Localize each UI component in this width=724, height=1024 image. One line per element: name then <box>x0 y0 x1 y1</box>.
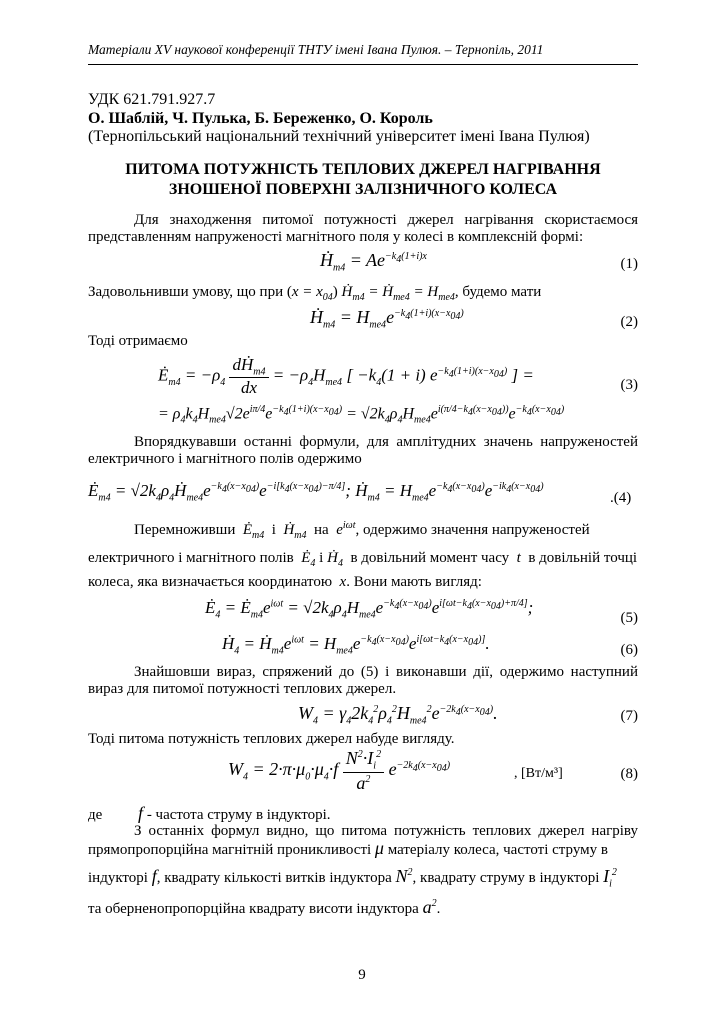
equation-number-5: (5) <box>620 610 638 626</box>
conclusion-text-b: матеріалу колеса, частоті струму в <box>387 842 608 858</box>
equation-number-8: (8) <box>620 766 638 782</box>
condition-text-b: ) <box>332 284 342 300</box>
inductor-text-a: індукторі <box>88 870 148 886</box>
equation-number-7: (7) <box>620 708 638 724</box>
paragraph-condition: Задовольнивши умову, що при $(x = x_{04})$ Ḣ$_{m4}$ = Ḣ$_{me4}$ = $H_{me4}$, будемо мати <box>88 284 542 303</box>
equation-number-3: (3) <box>620 377 638 393</box>
multiply-text-d: , одержимо значення напруженостей <box>355 522 590 538</box>
paragraph-fields: електричного і магнітного полів $Ė_4$ і Ḣ$_4$ в довільний момент часу t в довільній точці <box>88 550 638 569</box>
conclusion-text-a: З останніх формул видно, що питома потужність теплових джерел нагріву прямопропорційна магнітній проникливості <box>88 823 638 858</box>
equation-6: Ḣ$_4$ = $Ḣ_{m4}e^{i\omega t} = H_{me4}e^{-k_4(x-x_{04})}e^{i[\omega t-k_4(x-x_{04})]}$. <box>222 634 490 657</box>
fields-text-b: і <box>319 550 324 566</box>
running-header: Матеріали XV наукової конференції ТНТУ імені Івана Пулюя. – Тернопіль, 2011 <box>88 42 544 57</box>
affiliation: (Тернопільський національний технічний університет імені Івана Пулюя) <box>88 128 590 145</box>
equation-number-6: (6) <box>620 642 638 658</box>
equation-3-line-2: = $\rho_4k_4H_{me4}√2e^{i\pi/4}e^{-k_4(1+i)(x-x_{04})} = √2k_4\rho_4H_{me4}e^{i(\pi/4-k_4(x-x_{04}))}e^{-k_4(x-x_{04})}$ <box>158 404 565 426</box>
fields-text-c: в довільний момент часу <box>350 550 510 566</box>
paragraph-where: де f - частота струму в індукторі. <box>88 803 331 823</box>
paragraph-conclusion: З останніх формул видно, що питома потужність теплових джерел нагріву прямопропорційна магнітній проникливості μ матеріалу колеса, частоті струму в <box>88 823 638 858</box>
paragraph-power: Тоді питома потужність теплових джерел набуде вигляду. <box>88 731 455 747</box>
equation-8: $W_4 = 2\cdot\pi\cdot\mu_0\cdot\mu_4\cdot f$ $\frac{N^2\cdot I_i^2}{a^2}$ $e^{-2k_4(x-x_{04})}$ <box>228 748 451 793</box>
paragraph-then: Тоді отримаємо <box>88 333 188 349</box>
inductor-text-c: , квадрату струму в індукторі <box>412 870 600 886</box>
paragraph-coordinate: колеса, яка визначається координатою x. Вони мають вигляд: <box>88 574 482 590</box>
udk-code: УДК 621.791.927.7 <box>88 91 216 108</box>
paper-title <box>88 160 638 200</box>
paragraph-inductor: індукторі f, квадрату кількості витків індуктора $N^2$, квадрату струму в індукторі $I_i^2$ <box>88 866 617 890</box>
height-text-a: та оберненопропорційна квадрату висоти індуктора <box>88 901 419 917</box>
paragraph-height: та оберненопропорційна квадрату висоти індуктора $a^2$. <box>88 897 441 917</box>
title-line-1: ПИТОМА ПОТУЖНІСТЬ ТЕПЛОВИХ ДЖЕРЕЛ НАГРІВАННЯ <box>125 161 601 178</box>
equation-number-4: .(4) <box>610 490 632 506</box>
equation-number-2: (2) <box>620 314 638 330</box>
where-text-a: де <box>88 807 103 823</box>
fields-text-a: електричного і магнітного полів <box>88 550 294 566</box>
multiply-text-a: Перемноживши <box>134 522 236 538</box>
paragraph-intro: Для знаходження питомої потужності джерел нагрівання скористаємося представленням напруженості магнітного поля у колесі в комплексній формі: <box>88 212 638 245</box>
units-label: , [Вт/м³] <box>514 766 563 781</box>
equation-5: $Ė_4$ = $Ė_{m4}e^{i\omega t} = √2k_4\rho_4H_{me4}e^{-k_4(x-x_{04})}e^{i[\omega t-k_4(x-x_{04})+\pi/4]}$; <box>205 598 534 621</box>
equation-3-line-1: $Ė_{m4} = -\rho_4$ $\frac{dḢ_{m4}}{dx}$ = $-\rho_4H_{me4}$ [ $-k_4(1 + i)$ $e^{-k_4(1+i)(x-x_{04})}$ ] = <box>158 355 534 398</box>
paragraph-multiply: Перемноживши $Ė_{m4}$ і Ḣ$_{m4}$ на $e^{i\omega t}$, одержимо значення напруженостей <box>134 520 590 541</box>
coord-text-a: колеса, яка визначається координатою <box>88 574 333 590</box>
condition-text-c: , будемо мати <box>454 284 542 300</box>
header-rule <box>88 64 638 65</box>
multiply-text-c: на <box>314 522 329 538</box>
condition-text-a: Задовольнивши умову, що при ( <box>88 284 292 300</box>
equation-2: Ḣ$_{m4}$ = $H_{me4}e^{-k_4(1+i)(x-x_{04})}$ <box>310 307 464 331</box>
page-number: 9 <box>358 967 366 983</box>
multiply-text-b: і <box>271 522 276 538</box>
equation-4: $Ė_{m4}$ = $√2k_4\rho_4Ḣ_{me4}e^{-k_4(x-x_{04})}e^{-i[k_4(x-x_{04})-\pi/4]}$; Ḣ$_{m4}$ = $H_{me4}e^{-k_4(x-x_{04})}e^{-ik_4(x-x_{04})}$ <box>88 481 544 504</box>
title-line-2: ЗНОШЕНОЇ ПОВЕРХНІ ЗАЛІЗНИЧНОГО КОЛЕСА <box>168 181 558 198</box>
equation-7: $W_4 = \gamma_42k_4^2\rho_4^2H_{me4}^2e^{-2k_4(x-x_{04})}$. <box>298 703 498 727</box>
paragraph-conjugate: Знайшовши вираз, спряжений до (5) і виконавши дії, одержимо наступний вираз для питомої потужності теплових джерел. <box>88 664 638 697</box>
where-text-b: - частота струму в індукторі. <box>146 807 331 823</box>
fields-text-d: в довільній точці <box>528 550 638 566</box>
equation-1: Ḣ$_{m4}$ = $Ae^{-k_4(1+i)x}$ <box>320 250 427 274</box>
authors: О. Шаблій, Ч. Пулька, Б. Береженко, О. Король <box>88 110 433 127</box>
equation-number-1: (1) <box>620 256 638 272</box>
coord-text-b: . Вони мають вигляд: <box>346 574 482 590</box>
paragraph-amplitudes: Впорядкувавши останні формули, для амплітудних значень напруженостей електричного і магнітного полів одержимо <box>88 434 638 467</box>
inductor-text-b: , квадрату кількості витків індуктора <box>156 870 392 886</box>
